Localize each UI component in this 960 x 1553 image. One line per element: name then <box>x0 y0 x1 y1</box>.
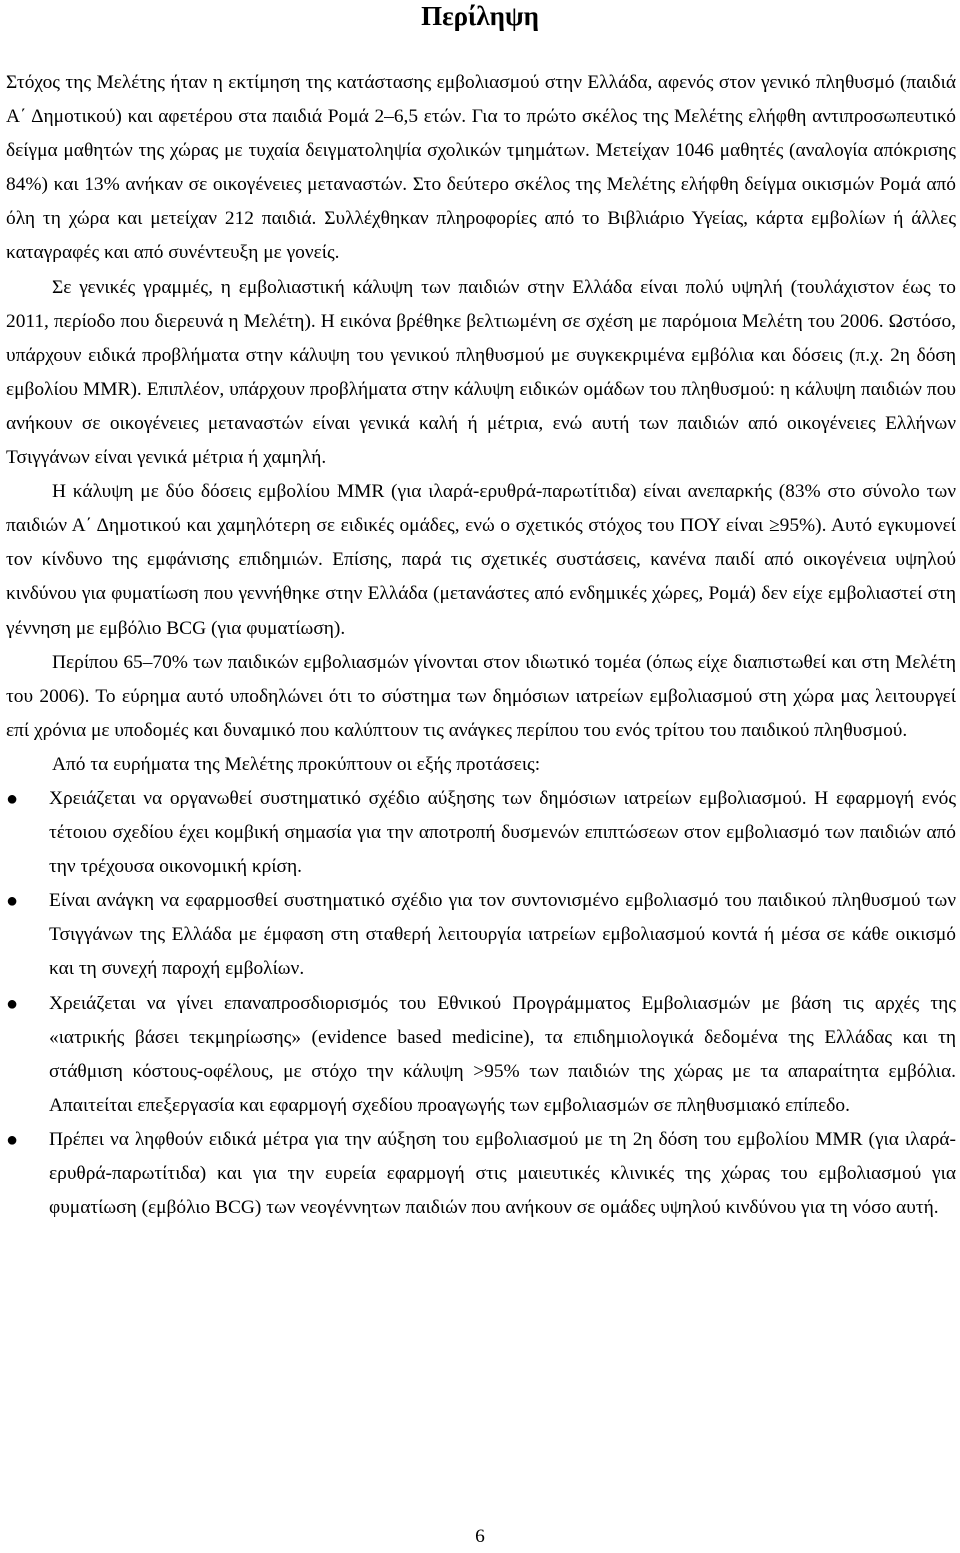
page-number: 6 <box>475 1526 485 1547</box>
bullet-icon: ● <box>6 787 19 810</box>
recommendations-list <box>6 782 956 1225</box>
bullet-icon: ● <box>6 1128 19 1151</box>
page-title: Περίληψη <box>421 1 539 31</box>
paragraph-private-sector: Περίπου 65–70% των παιδικών εμβολιασμών γίνονται στον ιδιωτικό τομέα (όπως είχε διαπιστωθεί και στη Μελέτη του 2006). Το εύρημα αυτό υποδηλώνει ότι το σύστημα των δημόσιων ιατρείων εμβολιασμού στη χώρα μας λειτουργεί επί χρόνια με υποδομές και δυναμικό που καλύπτουν τις ανάγκες περίπου του ενός τρίτου του παιδικού πληθυσμού. <box>6 651 956 741</box>
bullet-icon: ● <box>6 992 19 1015</box>
paragraph-proposals-intro: Από τα ευρήματα της Μελέτης προκύπτουν οι εξής προτάσεις: <box>52 753 541 775</box>
recommendation-text: Πρέπει να ληφθούν ειδικά μέτρα για την αύξηση του εμβολιασμού με τη 2η δόση του εμβολίου MMR (για ιλαρά-ερυθρά-παρωτίτιδα) και για την ευρεία εφαρμογή στις μαιευτικές κλινικές της χώρας του εμβολιασμού για φυματίωση (εμβόλιο BCG) των νεογέννητων παιδιών που ανήκουν σε ομάδες υψηλού κινδύνου για τη νόσο αυτή. <box>49 1128 956 1219</box>
list-item <box>6 987 956 1123</box>
recommendation-text: Είναι ανάγκη να εφαρμοσθεί συστηματικό σχέδιο για τον συντονισμένο εμβολιασμό του παιδικού πληθυσμού των Τσιγγάνων της Ελλάδα με έμφαση στη σταθερή λειτουργία ιατρείων εμβολιασμού κοντά ή μέσα σε κάθε οικισμό και τη συνεχή παροχή εμβολίων. <box>49 890 956 980</box>
recommendation-text: Χρειάζεται να γίνει επαναπροσδιορισμός του Εθνικού Προγράμματος Εμβολιασμών με βάση τις αρχές της «ιατρικής βάσει τεκμηρίωσης» (evidence based medicine), τα επιδημιολογικά δεδομένα της Ελλάδας και τη στάθμιση κόστους-οφέλους, με στόχο την κάλυψη >95% των παιδιών της χώρας με τα απαραίτητα εμβόλια. Απαιτείται επεξεργασία και εφαρμογή σχεδίου προαγωγής των εμβολιασμών σε πληθυσμιακό επίπεδο. <box>49 992 956 1116</box>
paragraph-mmr-bcg: Η κάλυψη με δύο δόσεις εμβολίου MMR (για ιλαρά-ερυθρά-παρωτίτιδα) είναι ανεπαρκής (83% στο σύνολο των παιδιών Α΄ Δημοτικού και χαμηλότερη σε ειδικές ομάδες, ενώ ο σχετικός στόχος του ΠΟΥ είναι ≥95%). Αυτό εγκυμονεί τον κίνδυνο της εμφάνισης επιδημιών. Επίσης, παρά τις σχετικές συστάσεις, κανένα παιδί από οικογένεια υψηλού κινδύνου για φυματίωση που γεννήθηκε στην Ελλάδα (μετανάστες από ενδημικές χώρες, Ρομά) δεν είχε εμβολιαστεί στη γέννηση με εμβόλιο BCG (για φυματίωση). <box>6 481 956 639</box>
paragraph-aim-and-method: Στόχος της Μελέτης ήταν η εκτίμηση της κατάστασης εμβολιασμού στην Ελλάδα, αφενός στον γενικό πληθυσμό (παιδιά Α΄ Δημοτικού) και αφετέρου στα παιδιά Ρομά 2–6,5 ετών. Για το πρώτο σκέλος της Μελέτης ελήφθη αντιπροσωπευτικό δείγμα μαθητών της χώρας με τυχαία δειγματοληψία σχολικών τμημάτων. Μετείχαν 1046 μαθητές (αναλογία απόκρισης 84%) και 13% ανήκαν σε οικογένειες μεταναστών. Στο δεύτερο σκέλος της Μελέτης ελήφθη δείγμα οικισμών Ρομά από όλη τη χώρα και μετείχαν 212 παιδιά. Συλλέχθηκαν πληροφορίες από το Βιβλιάριο Υγείας, κάρτα εμβολίων ή άλλες καταγραφές και από συνέντευξη με γονείς. <box>6 72 956 264</box>
list-item <box>6 884 956 986</box>
bullet-icon: ● <box>6 890 19 913</box>
paragraph-coverage-overview: Σε γενικές γραμμές, η εμβολιαστική κάλυψη των παιδιών στην Ελλάδα είναι πολύ υψηλή (τουλάχιστον έως το 2011, περίοδο που διερευνά η Μελέτη). Η εικόνα βρέθηκε βελτιωμένη σε σχέση με παρόμοια Μελέτη του 2006. Ωστόσο, υπάρχουν ειδικά προβλήματα στην κάλυψη του γενικού πληθυσμού με συγκεκριμένα εμβόλια και δόσεις (π.χ. 2η δόση εμβολίου MMR). Επιπλέον, υπάρχουν προβλήματα στην κάλυψη ειδικών ομάδων του πληθυσμού: η κάλυψη παιδιών που ανήκουν σε οικογένειες μεταναστών είναι γενικά καλή ή μέτρια, ενώ αυτή των παιδιών από οικογένειες Ελλήνων Τσιγγάνων είναι γενικά μέτρια ή χαμηλή. <box>6 276 956 469</box>
summary-body <box>6 66 956 1225</box>
recommendation-text: Χρειάζεται να οργανωθεί συστηματικό σχέδιο αύξησης των δημόσιων ιατρείων εμβολιασμού. Η εφαρμογή ενός τέτοιου σχεδίου έχει κομβική σημασία για την αποτροπή δυσμενών επιπτώσεων στον εμβολιασμό των παιδιών από την τρέχουσα οικονομική κρίση. <box>49 787 956 878</box>
list-item <box>6 1123 956 1225</box>
list-item <box>6 782 956 884</box>
